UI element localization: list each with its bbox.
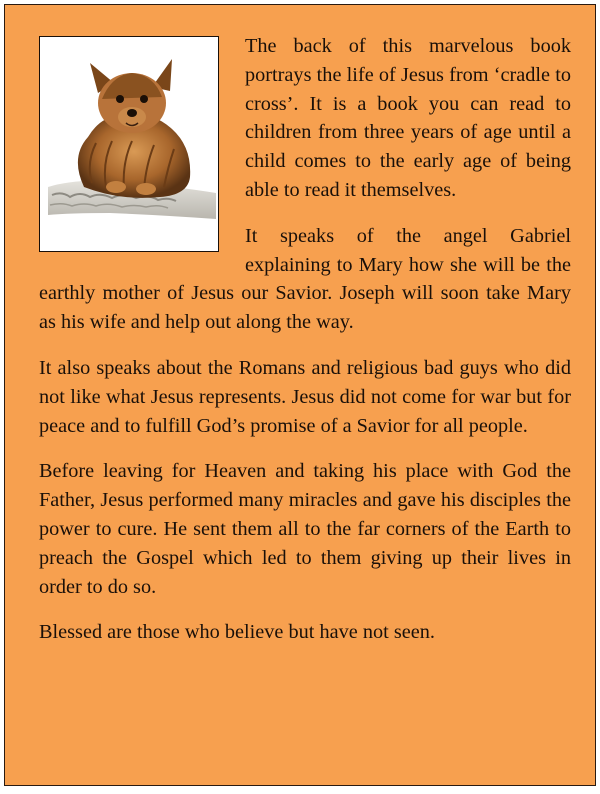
paragraph-2: It speaks of the angel Gabriel explaining to Mary how she will be the earthly mother of Jesus our Savior. Joseph will soon take Mary as his wife and help out along the way. [39, 224, 571, 334]
paragraph-5: Blessed are those who believe but have not seen. [39, 621, 435, 644]
dog-photo [39, 36, 219, 252]
description-text [39, 32, 571, 664]
back-cover-page [4, 4, 596, 786]
paragraph-4: Before leaving for Heaven and taking his place with God the Father, Jesus performed many miracles and gave his disciples the power to cure. He sent them all to the far corners of the Earth to preach the Gospel which led to them giving up their lives in order to do so. [39, 460, 571, 598]
yorkshire-terrier-image [40, 37, 219, 252]
paragraph-3: It also speaks about the Romans and religious bad guys who did not like what Jesus represents. Jesus did not come for war but for peace and to fulfill God’s promise of a Savior for all people. [39, 356, 571, 437]
paragraph-1: The back of this marvelous book portrays the life of Jesus from ‘cradle to cross’. It is a book you can read to children from three years of age until a child comes to the early age of being able to read it themselves. [245, 35, 571, 201]
